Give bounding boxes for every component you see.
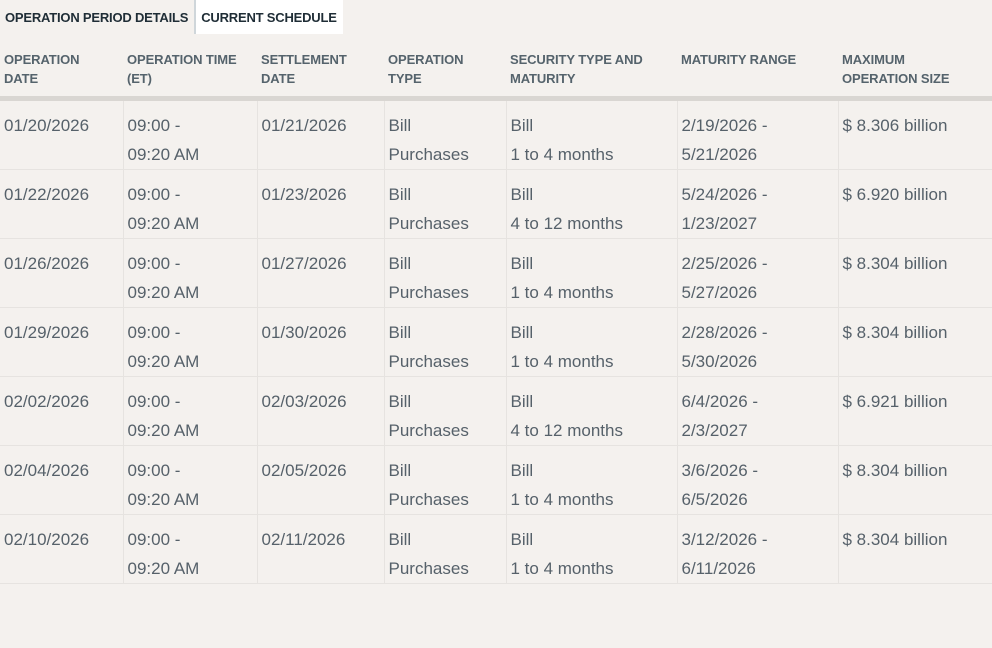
cell-text: 09:00 - [127, 116, 181, 135]
column-header-settlement-date [257, 40, 384, 99]
cell-operation-type [384, 99, 506, 170]
cell-operation-date [0, 446, 123, 515]
cell-text: 09:00 - [127, 254, 181, 273]
cell-text: $ 8.304 billion [842, 530, 948, 549]
cell-text: 09:20 AM [127, 420, 200, 440]
cell-text: 02/04/2026 [4, 461, 90, 480]
column-header-line: (ET) [127, 71, 152, 86]
cell-text: Bill [388, 254, 412, 273]
column-header-line: OPERATION [388, 52, 464, 67]
cell-maturity-range [677, 99, 838, 170]
cell-text: 5/21/2026 [681, 144, 758, 164]
cell-text: 4 to 12 months [510, 420, 623, 440]
cell-text: Purchases [388, 558, 469, 578]
cell-operation-type [384, 377, 506, 446]
cell-text: 5/30/2026 [681, 351, 758, 371]
cell-text: 1 to 4 months [510, 144, 614, 164]
cell-operation-date [0, 170, 123, 239]
cell-settlement-date [257, 308, 384, 377]
cell-text: 02/10/2026 [4, 530, 90, 549]
cell-text: $ 8.306 billion [842, 116, 948, 135]
cell-text: 09:20 AM [127, 144, 200, 164]
column-header-line: MAXIMUM [842, 52, 905, 67]
cell-text: 01/20/2026 [4, 116, 90, 135]
cell-maximum-operation-size [838, 377, 992, 446]
cell-text: $ 8.304 billion [842, 323, 948, 342]
cell-text: Purchases [388, 282, 469, 302]
column-header-line: OPERATION TIME [127, 52, 237, 67]
table-row [0, 515, 992, 584]
table-row [0, 239, 992, 308]
cell-text: 01/30/2026 [261, 323, 347, 342]
cell-operation-time [123, 308, 257, 377]
cell-text: Bill [510, 185, 534, 204]
column-header-line: DATE [261, 71, 296, 86]
cell-text: 01/27/2026 [261, 254, 347, 273]
cell-operation-type [384, 446, 506, 515]
cell-text: 5/24/2026 - [681, 185, 768, 204]
cell-text: 01/29/2026 [4, 323, 90, 342]
table-row [0, 99, 992, 170]
cell-text: 6/4/2026 - [681, 392, 759, 411]
table-body [0, 99, 992, 584]
cell-maturity-range [677, 377, 838, 446]
tab-bar [0, 0, 343, 34]
column-header-maximum-operation-size [838, 40, 992, 99]
column-header-operation-date [0, 40, 123, 99]
cell-maturity-range [677, 170, 838, 239]
cell-operation-type [384, 515, 506, 584]
cell-operation-time [123, 446, 257, 515]
cell-text: Purchases [388, 213, 469, 233]
cell-text: Purchases [388, 144, 469, 164]
column-header-line: OPERATION SIZE [842, 71, 950, 86]
cell-text: 2/19/2026 - [681, 116, 768, 135]
cell-text: Bill [388, 116, 412, 135]
tab-current-schedule[interactable]: CURRENT SCHEDULE [194, 0, 342, 34]
cell-text: 3/6/2026 - [681, 461, 759, 480]
cell-operation-date [0, 239, 123, 308]
cell-maximum-operation-size [838, 170, 992, 239]
cell-text: 1/23/2027 [681, 213, 758, 233]
cell-text: Bill [388, 461, 412, 480]
cell-text: $ 8.304 billion [842, 254, 948, 273]
cell-operation-date [0, 515, 123, 584]
cell-text: 3/12/2026 - [681, 530, 768, 549]
cell-text: 09:20 AM [127, 282, 200, 302]
cell-text: 2/28/2026 - [681, 323, 768, 342]
column-header-line: MATURITY [510, 71, 576, 86]
cell-text: Bill [510, 116, 534, 135]
cell-security-type-maturity [506, 308, 677, 377]
cell-maturity-range [677, 239, 838, 308]
cell-text: 09:00 - [127, 185, 181, 204]
cell-maximum-operation-size [838, 239, 992, 308]
cell-security-type-maturity [506, 99, 677, 170]
column-header-line: SETTLEMENT [261, 52, 347, 67]
cell-text: $ 6.920 billion [842, 185, 948, 204]
cell-operation-time [123, 170, 257, 239]
cell-operation-time [123, 515, 257, 584]
cell-text: 02/11/2026 [261, 530, 346, 549]
cell-settlement-date [257, 239, 384, 308]
table-header-row [0, 40, 992, 99]
cell-security-type-maturity [506, 170, 677, 239]
cell-text: Bill [388, 392, 412, 411]
column-header-line: OPERATION [4, 52, 80, 67]
cell-text: 09:00 - [127, 530, 181, 549]
column-header-operation-time [123, 40, 257, 99]
cell-operation-type [384, 170, 506, 239]
cell-text: 09:20 AM [127, 213, 200, 233]
cell-maximum-operation-size [838, 446, 992, 515]
cell-security-type-maturity [506, 239, 677, 308]
column-header-operation-type [384, 40, 506, 99]
schedule-table [0, 40, 992, 584]
cell-text: 6/11/2026 [681, 558, 756, 578]
cell-maturity-range [677, 308, 838, 377]
cell-operation-type [384, 239, 506, 308]
cell-text: Bill [510, 254, 534, 273]
cell-text: 02/05/2026 [261, 461, 347, 480]
cell-text: 02/03/2026 [261, 392, 347, 411]
cell-text: 01/22/2026 [4, 185, 90, 204]
column-header-line: TYPE [388, 71, 422, 86]
cell-security-type-maturity [506, 515, 677, 584]
cell-text: 6/5/2026 [681, 489, 748, 509]
cell-operation-date [0, 308, 123, 377]
column-header-maturity-range [677, 40, 838, 99]
cell-maturity-range [677, 515, 838, 584]
cell-security-type-maturity [506, 377, 677, 446]
cell-text: Bill [510, 323, 534, 342]
cell-text: 2/25/2026 - [681, 254, 768, 273]
cell-maximum-operation-size [838, 308, 992, 377]
cell-settlement-date [257, 170, 384, 239]
table-row [0, 377, 992, 446]
table-row [0, 170, 992, 239]
cell-operation-time [123, 239, 257, 308]
cell-operation-time [123, 99, 257, 170]
cell-text: 09:00 - [127, 392, 181, 411]
cell-text: Bill [388, 185, 412, 204]
cell-operation-date [0, 377, 123, 446]
column-header-line: MATURITY RANGE [681, 52, 797, 67]
cell-text: Purchases [388, 351, 469, 371]
cell-text: 1 to 4 months [510, 489, 614, 509]
cell-text: 1 to 4 months [510, 558, 614, 578]
cell-text: Bill [388, 530, 412, 549]
cell-text: 1 to 4 months [510, 351, 614, 371]
cell-operation-date [0, 99, 123, 170]
cell-text: 02/02/2026 [4, 392, 90, 411]
cell-operation-type [384, 308, 506, 377]
column-header-line: DATE [4, 71, 39, 86]
cell-settlement-date [257, 377, 384, 446]
cell-text: $ 8.304 billion [842, 461, 948, 480]
tab-operation-period-details[interactable]: OPERATION PERIOD DETAILS [0, 0, 194, 34]
cell-text: 5/27/2026 [681, 282, 758, 302]
cell-maximum-operation-size [838, 99, 992, 170]
cell-text: Bill [510, 530, 534, 549]
table-row [0, 446, 992, 515]
column-header-security-type-maturity [506, 40, 677, 99]
cell-text: 01/23/2026 [261, 185, 347, 204]
cell-settlement-date [257, 446, 384, 515]
cell-text: 01/26/2026 [4, 254, 90, 273]
cell-text: 1 to 4 months [510, 282, 614, 302]
cell-text: Purchases [388, 420, 469, 440]
cell-text: 2/3/2027 [681, 420, 748, 440]
cell-settlement-date [257, 515, 384, 584]
cell-security-type-maturity [506, 446, 677, 515]
cell-text: Bill [388, 323, 412, 342]
cell-text: 4 to 12 months [510, 213, 623, 233]
cell-operation-time [123, 377, 257, 446]
cell-maturity-range [677, 446, 838, 515]
cell-settlement-date [257, 99, 384, 170]
cell-text: 09:20 AM [127, 351, 200, 371]
cell-text: 09:20 AM [127, 489, 200, 509]
column-header-line: SECURITY TYPE AND [510, 52, 643, 67]
cell-text: $ 6.921 billion [842, 392, 948, 411]
cell-maximum-operation-size [838, 515, 992, 584]
cell-text: 01/21/2026 [261, 116, 347, 135]
cell-text: Bill [510, 392, 534, 411]
cell-text: 09:00 - [127, 323, 181, 342]
cell-text: Purchases [388, 489, 469, 509]
cell-text: Bill [510, 461, 534, 480]
cell-text: 09:00 - [127, 461, 181, 480]
cell-text: 09:20 AM [127, 558, 200, 578]
table-row [0, 308, 992, 377]
